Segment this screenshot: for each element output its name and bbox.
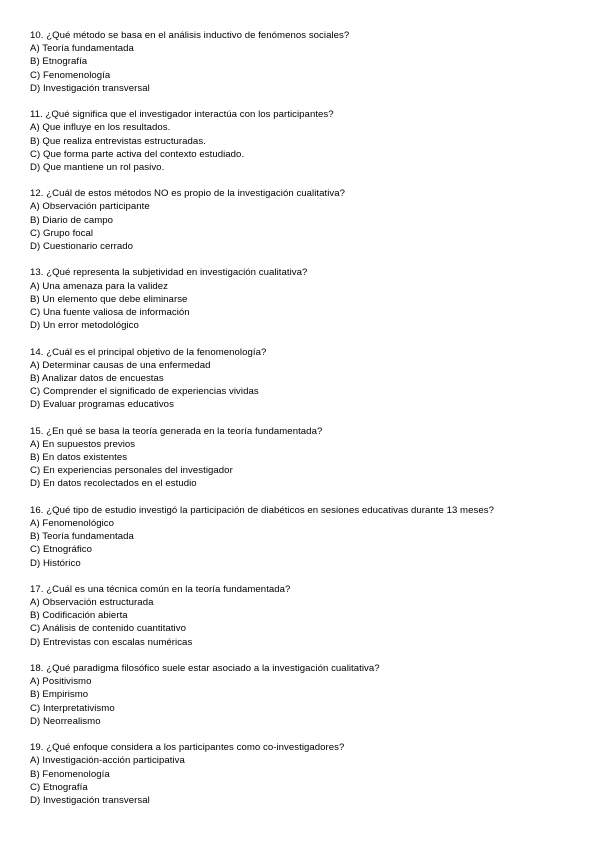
option-b: B) Que realiza entrevistas estructuradas. <box>30 135 206 147</box>
option-b: B) Diario de campo <box>30 214 114 226</box>
option-b: B) En datos existentes <box>30 452 128 463</box>
question-12 <box>30 187 590 253</box>
question-text: 15. ¿En qué se basa la teoría generada en la teoría fundamentada? <box>30 425 323 437</box>
question-list <box>30 29 590 820</box>
question-text: 12. ¿Cuál de estos métodos NO es propio de la investigación cualitativa? <box>30 188 346 200</box>
option-c: C) Una fuente valiosa de información <box>30 306 190 318</box>
option-b: B) Fenomenología <box>30 768 110 780</box>
option-c: C) Interpretativismo <box>30 702 115 714</box>
option-d: D) Neorrealismo <box>30 715 101 727</box>
option-d: D) Evaluar programas educativos <box>30 399 174 411</box>
option-d: D) Histórico <box>30 557 81 569</box>
question-text: 14. ¿Cuál es el principal objetivo de la fenomenología? <box>30 346 267 358</box>
option-a: A) Observación participante <box>30 201 150 213</box>
question-text: 19. ¿Qué enfoque considera a los participantes como co-investigadores? <box>30 742 345 754</box>
question-13 <box>30 266 590 332</box>
option-b: B) Teoría fundamentada <box>30 531 134 543</box>
option-b: B) Empirismo <box>30 689 89 701</box>
option-b: B) Etnografía <box>30 56 88 68</box>
option-c: C) Comprender el significado de experiencias vividas <box>30 386 259 398</box>
option-a: A) Positivismo <box>30 676 92 688</box>
question-text: 17. ¿Cuál es una técnica común en la teoría fundamentada? <box>30 583 291 595</box>
question-14 <box>30 346 590 412</box>
question-18 <box>30 662 590 728</box>
option-d: D) Investigación transversal <box>30 794 150 806</box>
option-b: B) Un elemento que debe eliminarse <box>30 293 188 305</box>
option-c: C) Etnografía <box>30 781 88 793</box>
question-text: 11. ¿Qué significa que el investigador interactúa con los participantes? <box>30 109 334 121</box>
option-c: C) Fenomenología <box>30 69 111 81</box>
option-a: A) Una amenaza para la validez <box>30 280 169 292</box>
option-d: D) Cuestionario cerrado <box>30 241 133 252</box>
question-text: 10. ¿Qué método se basa en el análisis inductivo de fenómenos sociales? <box>30 30 350 41</box>
option-c: C) Etnográfico <box>30 544 93 556</box>
question-text: 18. ¿Qué paradigma filosófico suele estar asociado a la investigación cualitativa? <box>30 663 380 674</box>
question-10 <box>30 29 590 95</box>
question-19 <box>30 741 590 807</box>
option-b: B) Codificación abierta <box>30 610 128 622</box>
option-d: D) Investigación transversal <box>30 82 150 94</box>
option-a: A) Investigación-acción participativa <box>30 755 185 767</box>
option-c: C) En experiencias personales del investigador <box>30 465 233 477</box>
option-d: D) Entrevistas con escalas numéricas <box>30 636 193 648</box>
option-d: D) En datos recolectados en el estudio <box>30 478 197 490</box>
option-b: B) Analizar datos de encuestas <box>30 372 164 384</box>
option-d: D) Que mantiene un rol pasivo. <box>30 161 165 173</box>
question-text: 16. ¿Qué tipo de estudio investigó la participación de diabéticos en sesiones educativas durante 13 meses? <box>30 504 494 516</box>
option-a: A) Teoría fundamentada <box>30 43 134 55</box>
option-a: A) Fenomenológico <box>30 517 115 529</box>
question-17 <box>30 583 590 649</box>
option-c: C) Grupo focal <box>30 227 94 239</box>
option-c: C) Que forma parte activa del contexto estudiado. <box>30 148 245 160</box>
option-d: D) Un error metodológico <box>30 320 139 332</box>
question-text: 13. ¿Qué representa la subjetividad en investigación cualitativa? <box>30 267 308 279</box>
option-a: A) Determinar causas de una enfermedad <box>30 359 211 371</box>
question-16 <box>30 504 590 570</box>
option-a: A) Que influye en los resultados. <box>30 122 171 134</box>
question-15 <box>30 425 590 491</box>
option-c: C) Análisis de contenido cuantitativo <box>30 623 186 635</box>
option-a: A) En supuestos previos <box>30 438 136 450</box>
question-11 <box>30 108 590 174</box>
option-a: A) Observación estructurada <box>30 597 154 609</box>
